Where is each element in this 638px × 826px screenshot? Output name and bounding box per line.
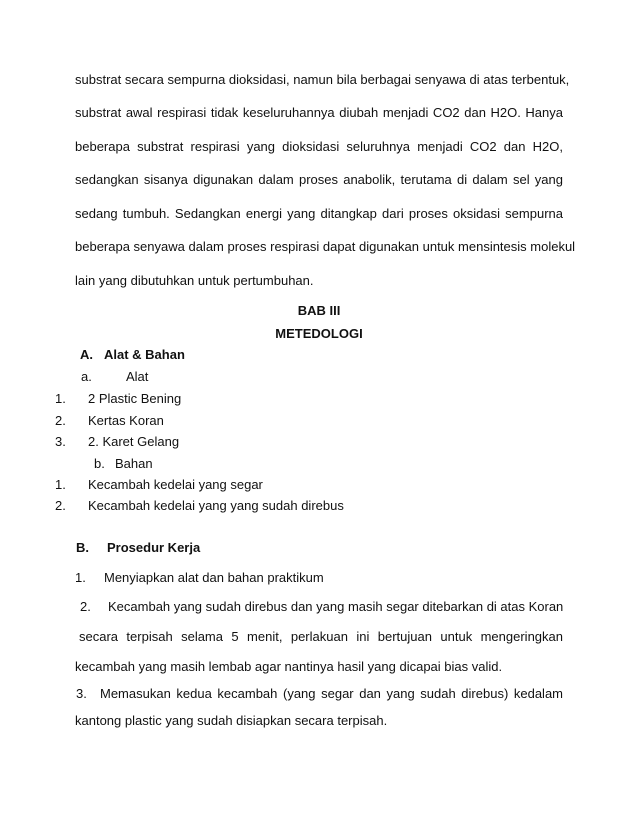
paragraph-line: substrat awal respirasi tidak keseluruhannya diubah menjadi CO2 dan H2O. Hanya — [75, 105, 563, 120]
step-line: Kecambah yang sudah direbus dan yang masih segar ditebarkan di atas Koran — [108, 599, 564, 614]
step-line: kantong plastic yang sudah disiapkan secara terpisah. — [75, 713, 388, 728]
list-item-number: 1. — [55, 391, 66, 406]
list-item-number: 3. — [55, 434, 66, 449]
list-item-number: 1. — [55, 477, 66, 492]
step-number: 2. — [80, 599, 91, 614]
step-number: 1. — [75, 570, 86, 585]
list-item-text: 2 Plastic Bening — [88, 391, 182, 406]
section-a-title: Alat & Bahan — [104, 347, 185, 362]
list-item-text: Kecambah kedelai yang segar — [88, 477, 263, 492]
step-text: Menyiapkan alat dan bahan praktikum — [104, 570, 324, 585]
section-b-title: Prosedur Kerja — [107, 540, 201, 555]
list-item-text: Kecambah kedelai yang yang sudah direbus — [88, 498, 344, 513]
chapter-number: BAB III — [297, 303, 341, 318]
list-item-number: 2. — [55, 498, 66, 513]
list-item-number: 2. — [55, 413, 66, 428]
paragraph-line: lain yang dibutuhkan untuk pertumbuhan. — [75, 273, 314, 288]
step-number: 3. — [76, 686, 87, 701]
step-line: kecambah yang masih lembab agar nantinya hasil yang dicapai bias valid. — [75, 659, 503, 674]
paragraph-line: sedangkan sisanya digunakan dalam proses anabolik, terutama di dalam sel yang — [75, 172, 563, 187]
bahan-label: Bahan — [115, 456, 153, 471]
paragraph-line: beberapa substrat respirasi yang dioksidasi seluruhnya menjadi CO2 dan H2O, — [75, 139, 563, 154]
paragraph-line: substrat secara sempurna dioksidasi, namun bila berbagai senyawa di atas terbentuk, — [75, 72, 570, 87]
step-line: Memasukan kedua kecambah (yang segar dan yang sudah direbus) kedalam — [100, 686, 563, 701]
alat-label: Alat — [126, 369, 149, 384]
section-a-marker: A. — [80, 347, 93, 362]
list-item-text: 2. Karet Gelang — [88, 434, 180, 449]
step-line: secara terpisah selama 5 menit, perlakuan ini bertujuan untuk mengeringkan — [79, 629, 563, 644]
paragraph-line: beberapa senyawa dalam proses respirasi dapat digunakan untuk mensintesis molekul — [75, 239, 576, 254]
section-b-marker: B. — [76, 540, 89, 555]
bahan-marker: b. — [94, 456, 105, 471]
chapter-title: METEDOLOGI — [275, 326, 363, 341]
paragraph-line: sedang tumbuh. Sedangkan energi yang ditangkap dari proses oksidasi sempurna — [75, 206, 563, 221]
alat-marker: a. — [81, 369, 92, 384]
list-item-text: Kertas Koran — [88, 413, 164, 428]
